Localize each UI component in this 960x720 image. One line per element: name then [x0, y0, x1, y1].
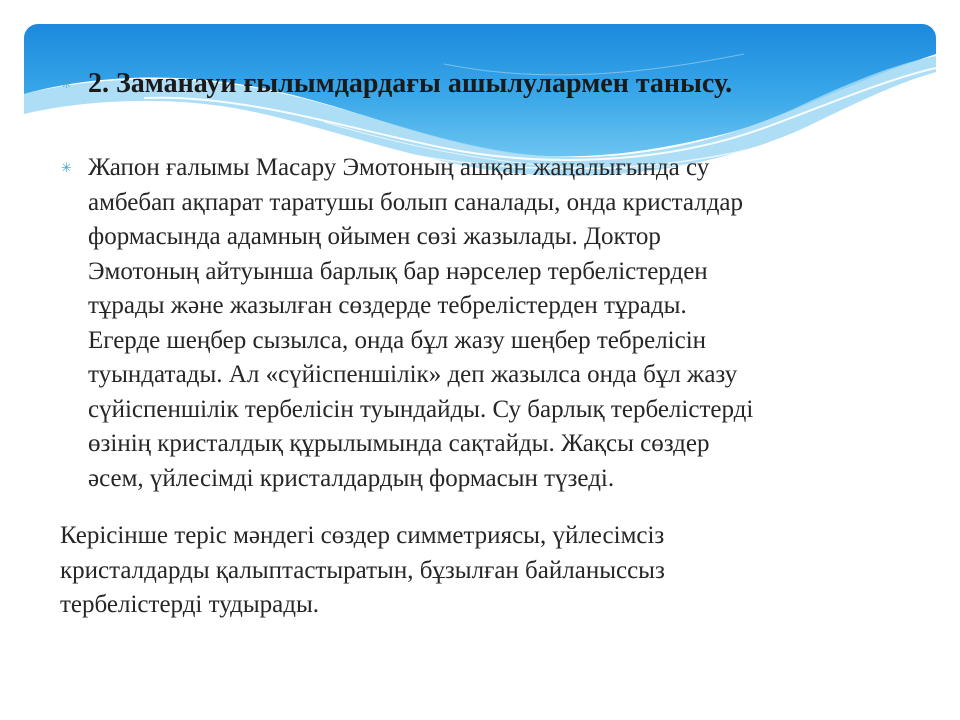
body-paragraph: Жапон ғалымы Масару Эмотоның ашқан жаңалығында су амбебап ақпарат таратушы болып саналады, онда кристалдар формасында адамның ойымен сөзі жазылады. Доктор Эмотоның айтуынша барлық бар нәрселер тербелістерден тұрады және жазылған сөздерде тебрелістерден тұрады. Егерде шеңбер сызылса, онда бұл жазу шеңбер тебрелісін туындатады. Ал «сүйіспеншілік» деп жазылса онда бұл жазу сүйіспеншілік тербелісін туындайды. Су барлық тербелістерді өзінің кристалдық құрылымында сақтайды. Жақсы сөздер әсем, үйлесімді кристалдардың формасын түзеді. [88, 154, 754, 492]
slide-heading: 2. Заманауи ғылымдардағы ашылулармен танысу. [88, 68, 733, 99]
bullet-star-icon: ✳ [61, 161, 72, 176]
bullet-star-icon: ✳ [61, 77, 72, 92]
continuation-paragraph: Керісінше теріс мәндегі сөздер симметриясы, үйлесімсіз кристалдарды қалыптастыратын, бұзылған байланыссыз тербелістерді тудырады. [60, 522, 665, 618]
